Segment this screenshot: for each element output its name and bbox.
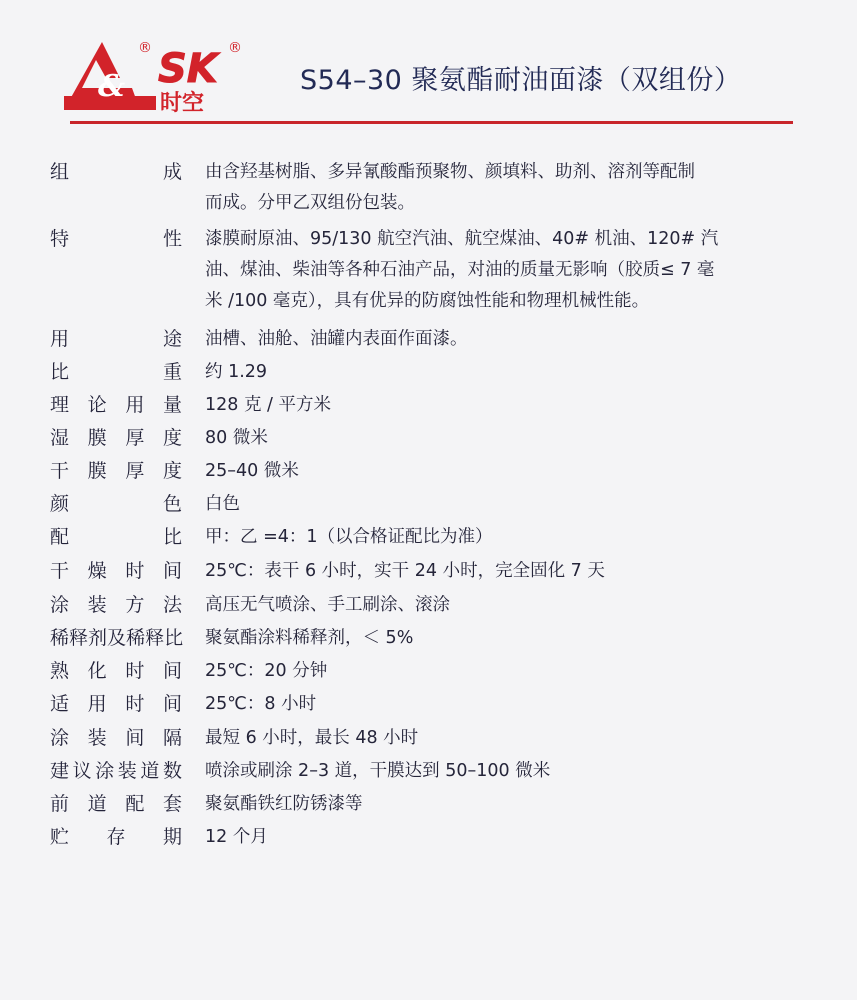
spec-value-line: 甲：乙 =4：1（以合格证配比为准） [205,527,493,547]
spec-label: 组 成 [50,161,182,183]
spec-value [205,789,805,820]
spec-row [50,723,810,754]
spec-label: 适 用 时 间 [50,693,182,715]
logo-brand-text: 时空 [160,91,205,113]
spec-row [50,789,810,820]
spec-row [50,423,810,454]
spec-value [205,456,805,487]
spec-label: 配 比 [50,526,182,548]
spec-label: 贮 存 期 [50,826,182,848]
logo-registered-left: ® [138,40,152,56]
spec-value-line: 高压无气喷涂、手工刷涂、滚涂 [205,595,450,615]
spec-label: 涂 装 间 隔 [50,727,182,749]
spec-row [50,324,810,355]
spec-value [205,357,805,388]
spec-value-line: 油槽、油舱、油罐内表面作面漆。 [205,329,468,349]
brand-logo [62,38,247,113]
spec-value [205,522,805,553]
spec-row [50,522,810,553]
spec-value [205,656,805,687]
spec-label: 干 膜 厚 度 [50,460,182,482]
spec-label: 用 途 [50,328,182,350]
spec-value-line: 80 微米 [205,428,268,448]
spec-row [50,456,810,487]
spec-value-line: 而成。分甲乙双组份包装。 [205,193,415,213]
spec-value [205,590,805,621]
header-divider [70,121,793,124]
spec-value-line: 128 克 / 平方米 [205,395,331,415]
spec-row [50,157,810,219]
spec-label: 建 议 涂 装 道 数 [50,760,182,782]
document-title: S54–30 聚氨酯耐油面漆（双组份） [300,65,742,96]
spec-row [50,756,810,787]
spec-value-line: 白色 [205,494,240,514]
spec-value [205,224,805,317]
spec-value-line: 喷涂或刷涂 2–3 道，干膜达到 50–100 微米 [205,761,551,781]
spec-label: 稀 释 剂 及 稀 释 比 [50,627,184,649]
spec-value [205,324,805,355]
spec-row [50,822,810,853]
spec-value-line: 油、煤油、柴油等各种石油产品，对油的质量无影响（胶质≤ 7 毫 [205,260,715,280]
spec-row [50,556,810,587]
spec-value [205,556,805,587]
spec-value-line: 25℃：20 分钟 [205,661,328,681]
spec-row [50,590,810,621]
spec-value-line: 聚氨酯涂料稀释剂，＜ 5% [205,628,414,648]
spec-value [205,423,805,454]
spec-value [205,489,805,520]
spec-value [205,822,805,853]
document-header [0,0,857,130]
spec-row [50,489,810,520]
spec-label: 特 性 [50,228,182,250]
spec-value-line: 约 1.29 [205,362,268,382]
spec-value-line: 最短 6 小时，最长 48 小时 [205,728,419,748]
spec-value-line: 25℃：8 小时 [205,694,317,714]
spec-value [205,689,805,720]
spec-value [205,623,805,654]
spec-value-line: 米 /100 毫克），具有优异的防腐蚀性能和物理机械性能。 [205,291,650,311]
spec-row [50,357,810,388]
spec-value-line: 25–40 微米 [205,461,299,481]
spec-value-line: 12 个月 [205,827,268,847]
spec-value [205,157,805,219]
spec-label: 前 道 配 套 [50,793,182,815]
logo-registered-right: ® [228,40,242,56]
spec-label: 干 燥 时 间 [50,560,182,582]
spec-label: 湿 膜 厚 度 [50,427,182,449]
spec-value-line: 聚氨酯铁红防锈漆等 [205,794,363,814]
spec-row [50,224,810,317]
spec-row [50,390,810,421]
spec-row [50,623,810,654]
logo-ampersand: & [98,69,126,104]
spec-row [50,689,810,720]
spec-value [205,390,805,421]
logo-sk: SK [158,46,218,92]
spec-row [50,656,810,687]
spec-value-line: 25℃：表干 6 小时，实干 24 小时，完全固化 7 天 [205,561,605,581]
spec-label: 理 论 用 量 [50,394,182,416]
spec-label: 颜 色 [50,493,182,515]
spec-label: 比 重 [50,361,182,383]
spec-value [205,756,805,787]
spec-value-line: 由含羟基树脂、多异氰酸酯预聚物、颜填料、助剂、溶剂等配制 [205,162,695,182]
spec-value-line: 漆膜耐原油、95/130 航空汽油、航空煤油、40# 机油、120# 汽 [205,229,719,249]
spec-label: 熟 化 时 间 [50,660,182,682]
spec-value [205,723,805,754]
spec-label: 涂 装 方 法 [50,594,182,616]
